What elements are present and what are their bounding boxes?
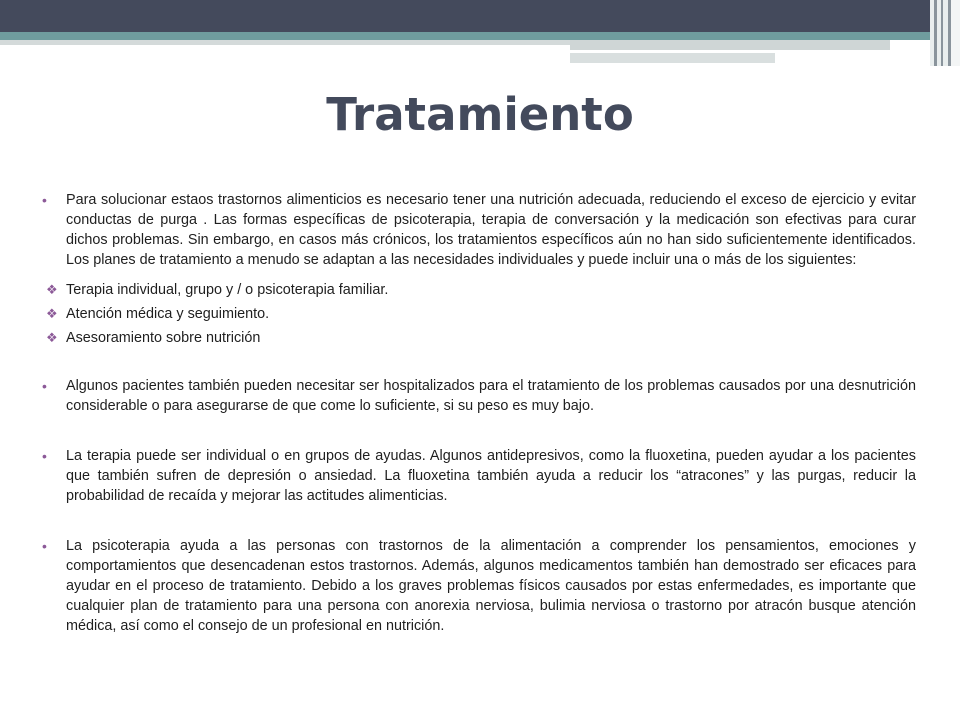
bullet-dot-icon: • [42,448,47,464]
bullet-item [42,536,916,636]
sub-item [42,304,916,324]
bullet-text: Para solucionar estaos trastornos alimenticios es necesario tener una nutrición adecuada, reduciendo el exceso de ejercicio y evitar conductas de purga . Las formas específicas de psicoterapia, terapia de conversación y la medicación son efectivas para curar dichos problemas. Sin embargo, en casos más crónicos, los tratamientos específicos aún no han sido suficientemente identificados. Los planes de tratamiento a menudo se adaptan a las necesidades individuales y puede incluir una o más de los siguientes: [66,192,916,268]
bullet-text: Algunos pacientes también pueden necesitar ser hospitalizados para el tratamiento de los problemas causados por una desnutrición considerable o para asegurarse de que come lo suficiente, si su peso es muy bajo. [66,378,916,414]
header-dark-bar [0,0,960,32]
sub-item-text: Asesoramiento sobre nutrición [66,330,261,346]
bullet-item [42,376,916,416]
header-divider-2 [570,63,775,66]
diamond-bullet-icon: ❖ [46,282,58,297]
header-grey-band-2 [570,40,890,50]
bullet-text: La terapia puede ser individual o en grupos de ayudas. Algunos antidepresivos, como la fluoxetina, pueden ayudar a los pacientes que también sufren de depresión o ansiedad. La fluoxetina también ayuda a reducir los “atracones” y las purgas, reducir la probabilidad de recaída y mejorar las actitudes alimenticias. [66,448,916,504]
bullet-dot-icon: • [42,192,47,208]
diamond-bullet-icon: ❖ [46,306,58,321]
slide-body [42,190,916,666]
bullet-text: La psicoterapia ayuda a las personas con trastornos de la alimentación a comprender los pensamientos, emociones y comportamientos que desencadenan estos trastornos. Además, algunos medicamentos también han demostrado ser eficaces para ayudar en el proceso de tratamiento. Debido a los graves problemas físicos causados por estas enfermedades, es importante que cualquier plan de tratamiento para una persona con anorexia nerviosa, bulimia nerviosa o trastorno por atracón busque atención médica, así como el consejo de un profesional en nutrición. [66,538,916,634]
bullet-dot-icon: • [42,378,47,394]
header-teal-bar [0,32,930,40]
bullet-dot-icon: • [42,538,47,554]
sub-list [42,280,916,348]
sub-item-text: Terapia individual, grupo y / o psicoterapia familiar. [66,282,389,298]
sub-item [42,328,916,348]
header-corner-stripes [930,0,960,66]
bullet-item [42,446,916,506]
header-grey-band [0,40,570,45]
sub-item-text: Atención médica y seguimiento. [66,306,270,322]
bullet-item [42,190,916,270]
slide-title: Tratamiento [326,88,634,141]
sub-item [42,280,916,300]
diamond-bullet-icon: ❖ [46,330,58,345]
header-grey-band-3 [570,53,775,63]
